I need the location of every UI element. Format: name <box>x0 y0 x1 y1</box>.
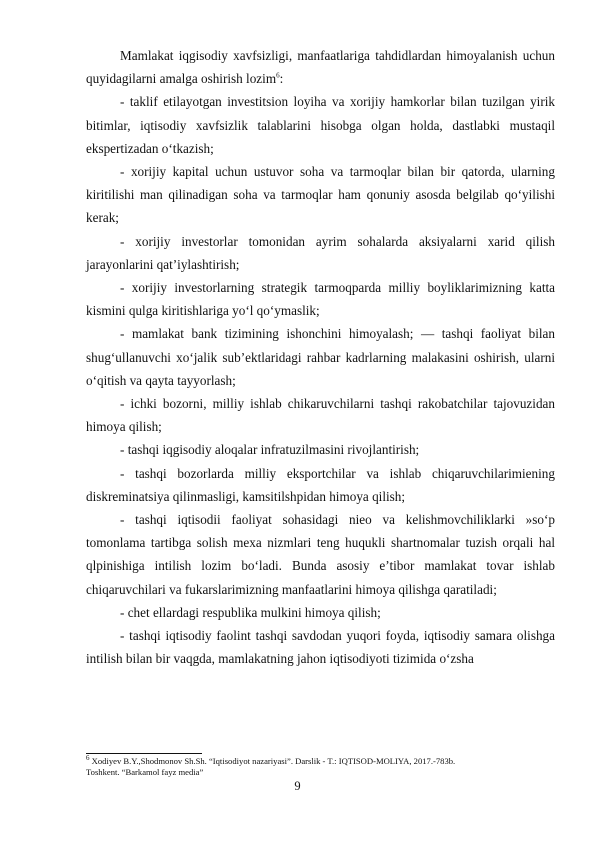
footnote-reference: 6 <box>276 71 280 80</box>
paragraph-7: - ichki bozorni, milliy ishlab chikaruvchilarni tashqi rakobatchilar tajovuzidan himoya qilish; <box>86 396 555 435</box>
paragraph-2: - taklif etilayotgan investitsion loyiha va xorijiy hamkorlar bilan tuzilgan yirik bitimlar, iqtisodiy xavfsizlik talablarini hisobga olgan holda, dastlabki mustaqil ekspertizadan o‘tkazish; <box>86 94 555 156</box>
paragraph-3: - xorijiy kapital uchun ustuvor soha va tarmoqlar bilan bir qatorda, ularning kiritilishi man qilinadigan soha va tarmoqlar ham qonuniy asosda belgilab qo‘yilishi kerak; <box>86 164 555 226</box>
page-number: 9 <box>294 779 301 793</box>
paragraph-6: - mamlakat bank tizimining ishonchini himoyalash; — tashqi faoliyat bilan shug‘ullanuvchi xo‘jalik sub’ektlaridagi rahbar kadrlarning malakasini oshirish, ularni o‘qitish va qayta tayyorlash; <box>86 326 555 388</box>
footnote-divider <box>86 753 202 754</box>
paragraph-4: - xorijiy investorlar tomonidan ayrim sohalarda aksiyalarni xarid qilish jarayonlarini qat’iylashtirish; <box>86 233 555 272</box>
paragraph-10: - tashqi iqtisodii faoliyat sohasidagi nieo va kelishmovchiliklarki »so‘p tomonlama tartibga solish mexa nizmlari teng huqukli shartnomalar tuzish orqali hal qlpinishiga intilish lozim bo‘ladi. Bunda asosiy e’tibor mamlakat tovar ishlab chiqaruvchilari va fukarslarimizning manfaatlarini himoya qilishga qaratiladi; <box>86 512 555 597</box>
body-text <box>86 44 555 670</box>
paragraph-1: Mamlakat iqgisodiy xavfsizligi, manfaatlariga tahdidlardan himoyalanish uchun quyidagilarni amalga oshirish lozim$^6$: <box>86 48 555 87</box>
paragraph-5: - xorijiy investorlarning strategik tarmoqparda milliy boyliklarimizning katta kismini qulga kiritishlariga yo‘l qo‘ymaslik; <box>86 280 555 319</box>
footnote-line-1: $^6$ Xodiyev B.Y.,Shodmonov Sh.Sh. “Iqtisodiyot nazariyasi”. Darslik - T.: IQTISOD-MOLIYA, 2017.-783b. <box>86 754 456 766</box>
paragraph-9: - tashqi bozorlarda milliy eksportchilar va ishlab chiqaruvchilarimiening diskreminatsiya qilinmasligi, kamsitilshpidan himoya qilish; <box>86 465 555 504</box>
footnote-line-2: Toshkent. “Barkamol fayz media” <box>86 766 204 777</box>
paragraph-8: - tashqi iqgisodiy aloqalar infratuzilmasini rivojlantirish; <box>120 442 420 458</box>
footnote <box>86 756 555 777</box>
paragraph-11: - chet ellardagi respublika mulkini himoya qilish; <box>120 604 381 620</box>
footnote-marker: 6 <box>86 754 90 763</box>
paragraph-12: - tashqi iqtisodiy faolint tashqi savdodan yuqori foyda, iqtisodiy samara olishga intilish bilan bir vaqgda, mamlakatning jahon iqtisodiyoti tizimida o‘zsha <box>86 628 555 667</box>
